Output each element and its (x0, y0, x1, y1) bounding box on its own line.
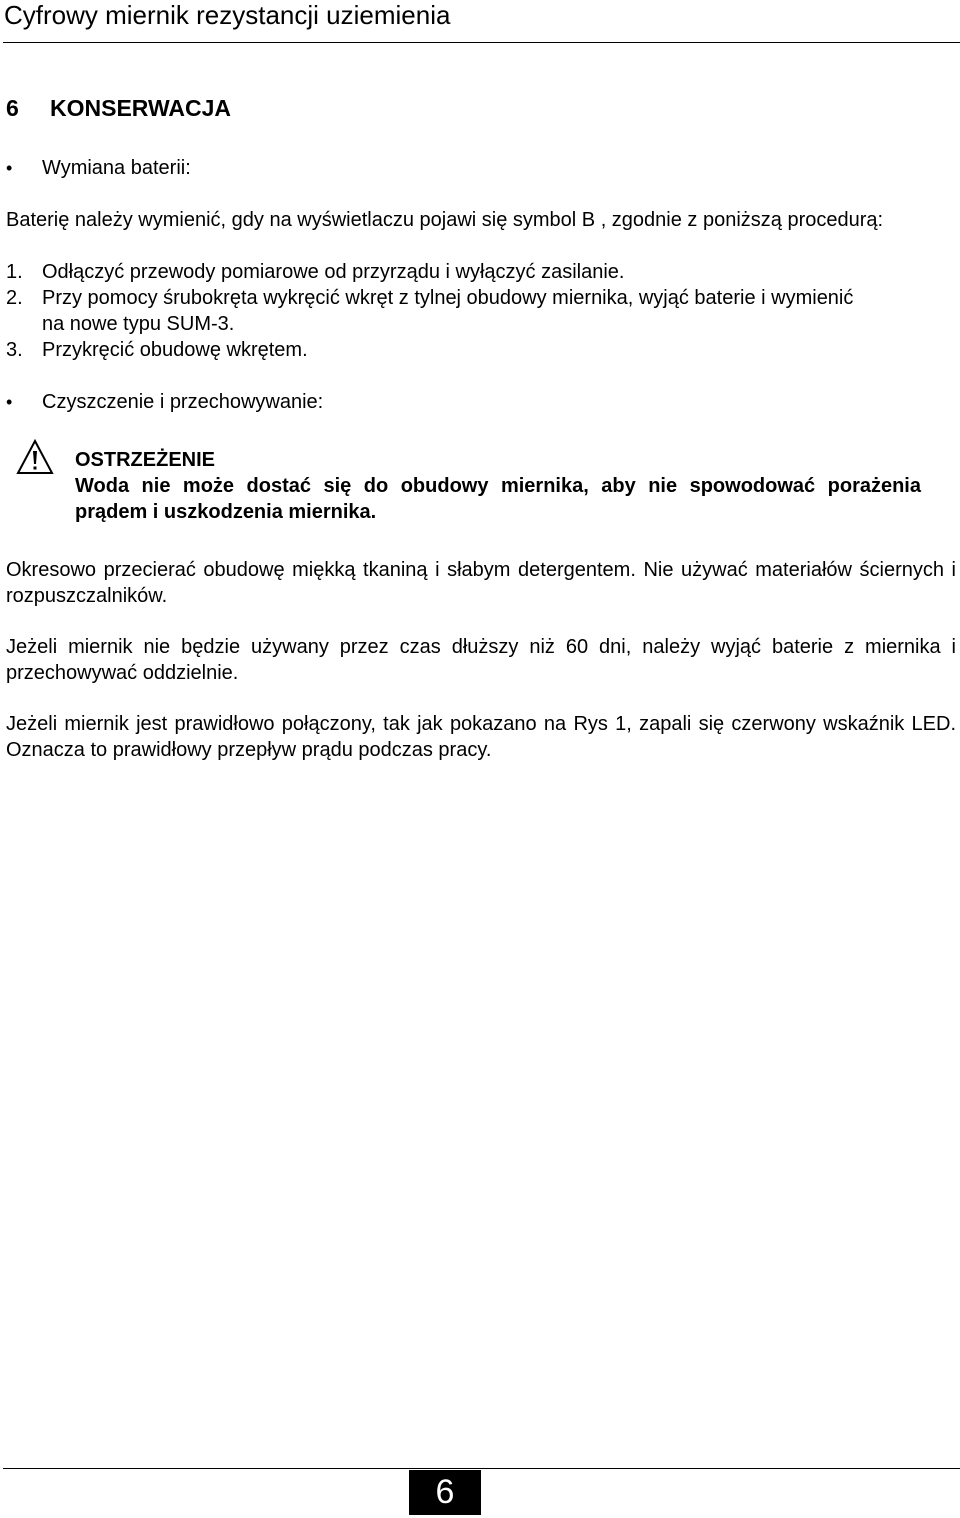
cleaning-paragraph: Okresowo przecierać obudowę miękką tkaniną i słabym detergentem. Nie używać materiałów ściernych i rozpuszczalników. (6, 559, 956, 607)
page-header-title: Cyfrowy miernik rezystancji uziemienia (4, 0, 451, 30)
step-number: 1. (6, 261, 23, 283)
section-number: 6 (6, 95, 19, 121)
bullet-icon: • (6, 158, 13, 178)
section-heading (6, 94, 231, 122)
bullet-cleaning (6, 389, 323, 415)
step-text: Przykręcić obudowę wkrętem. (42, 339, 308, 361)
bullet-cleaning-label: Czyszczenie i przechowywanie: (42, 391, 324, 413)
warning-triangle-icon (16, 439, 54, 475)
warning-block (75, 447, 921, 525)
bullet-battery-label: Wymiana baterii: (42, 157, 191, 179)
step-text: Przy pomocy śrubokręta wykręcić wkręt z tylnej obudowy miernika, wyjąć baterie i wymienić (42, 287, 854, 309)
step-text-continuation: na nowe typu SUM-3. (42, 313, 235, 335)
step-number: 2. (6, 287, 23, 309)
warning-text: Woda nie może dostać się do obudowy miernika, aby nie spowodować porażenia prądem i uszkodzenia miernika. (75, 475, 921, 523)
step-text: Odłączyć przewody pomiarowe od przyrządu i wyłączyć zasilanie. (42, 261, 625, 283)
bullet-battery (6, 155, 191, 181)
step-3 (6, 337, 956, 363)
step-2 (6, 285, 956, 337)
footer-divider (3, 1468, 960, 1469)
led-paragraph: Jeżeli miernik jest prawidłowo połączony, tak jak pokazano na Rys 1, zapali się czerwony wskaźnik LED. Oznacza to prawidłowy przepływ prądu podczas pracy. (6, 713, 956, 761)
step-number: 3. (6, 339, 23, 361)
page-number: 6 (409, 1470, 481, 1515)
warning-title: OSTRZEŻENIE (75, 449, 216, 471)
bullet-icon: • (6, 392, 13, 412)
header-divider (3, 42, 960, 43)
section-title: KONSERWACJA (50, 95, 232, 121)
battery-intro-paragraph: Baterię należy wymienić, gdy na wyświetlaczu pojawi się symbol B , zgodnie z poniższą procedurą: (6, 209, 884, 231)
storage-paragraph: Jeżeli miernik nie będzie używany przez czas dłuższy niż 60 dni, należy wyjąć baterie z miernika i przechowywać oddzielnie. (6, 636, 956, 684)
step-1 (6, 259, 956, 285)
